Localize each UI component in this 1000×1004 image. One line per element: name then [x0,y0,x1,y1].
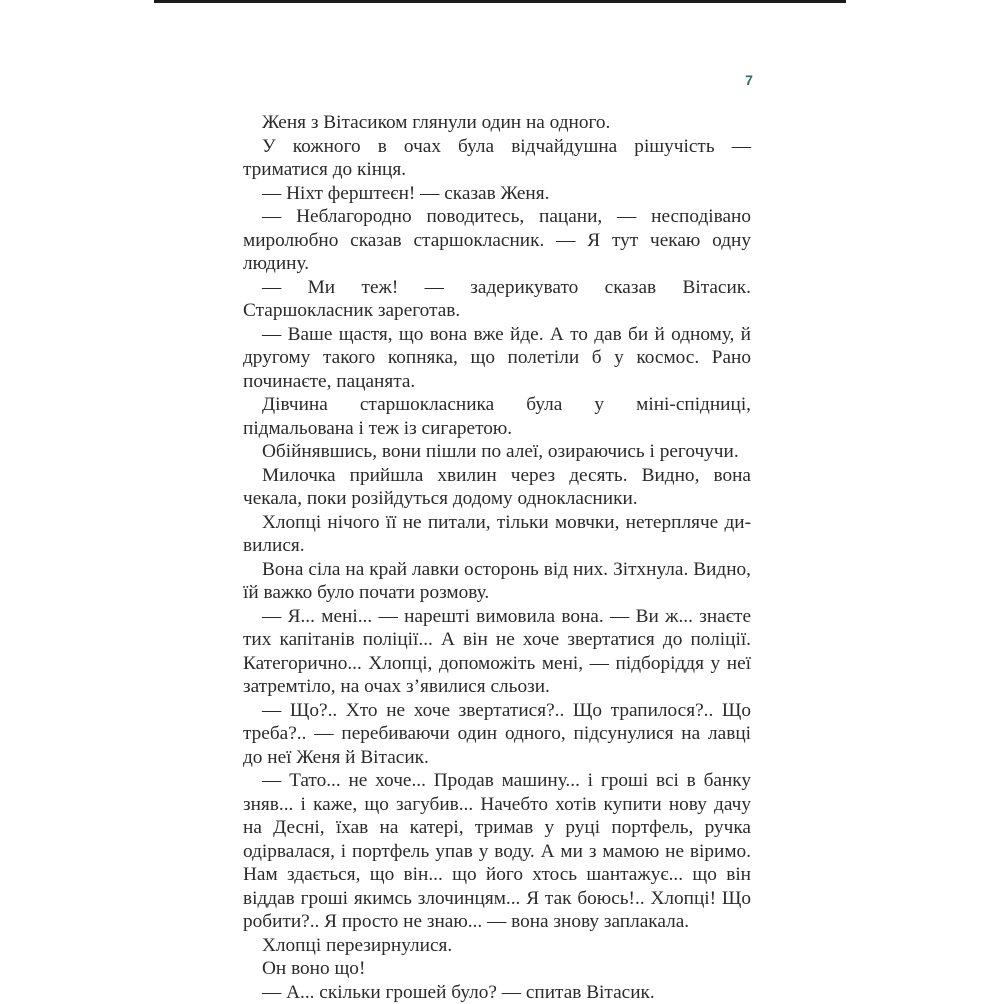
paragraph: — Ваше щастя, що вона вже йде. А то дав би й одному, й другому такого копняка, що полетіли б у космос. Рано починаєте, пацанята. [243,323,751,394]
paragraph: — Тато... не хоче... Продав машину... і гроші всі в банку зняв... і каже, що загубив... Начебто хотів купити нову дачу на Десні, їхав на катері, тримав у руці портфель, ручка одірвалася, і портфель упав у воду. А ми з мамою не віримо. Нам здається, що він... що його хтось шантажує... що він віддав гроші якимсь злочинцям... Я так боюсь!.. Хлопці! Що робити?.. Я просто не знаю... — вона знову заплакала. [243,769,751,934]
top-rule [154,0,846,3]
paragraph: — Ніхт ферштеєн! — сказав Женя. [243,182,751,206]
paragraph: — А... скільки грошей було? — спитав Вітасик. [243,981,751,1004]
paragraph: Он воно що! [243,957,751,981]
paragraph: Хлопці перезирнулися. [243,934,751,958]
paragraph: Хлопці нічого її не питали, тільки мовчки, нетерпляче дивилися. [243,511,751,558]
paragraph: — Що?.. Хто не хоче звертатися?.. Що трапилося?.. Що треба?.. — перебиваючи один одного, підсунулися на лавці до неї Женя й Вітасик. [243,699,751,770]
paragraph: — Ми теж! — задерикувато сказав Вітасик. Старшокласник зареготав. [243,276,751,323]
paragraph: Женя з Вітасиком глянули один на одного. [243,111,751,135]
paragraph: Вона сіла на край лавки осторонь від них. Зітхнула. Видно, їй важко було почати розмову. [243,558,751,605]
paragraph: Обійнявшись, вони пішли по алеї, озираючись і регочучи. [243,440,751,464]
paragraph: Милочка прийшла хвилин через десять. Видно, вона чекала, поки розійдуться додому однокласники. [243,464,751,511]
page-number: 7 [741,72,757,88]
paragraph: — Я... мені... — нарешті вимовила вона. — Ви ж... знаєте тих капітанів поліції... А він не хоче звертатися до поліції. Категорично... Хлопці, допоможіть мені, — підборіддя у неї затремтіло, на очах з’явилися сльози. [243,605,751,699]
paragraph: У кожного в очах була відчайдушна рішучість — триматися до кінця. [243,135,751,182]
paragraph: — Неблагородно поводитесь, пацани, — несподівано миролюбно сказав старшокласник. — Я тут чекаю одну людину. [243,205,751,276]
paragraph: Дівчина старшокласника була у міні-спідниці, підмальована і теж із сигаретою. [243,393,751,440]
body-text [243,111,751,1004]
